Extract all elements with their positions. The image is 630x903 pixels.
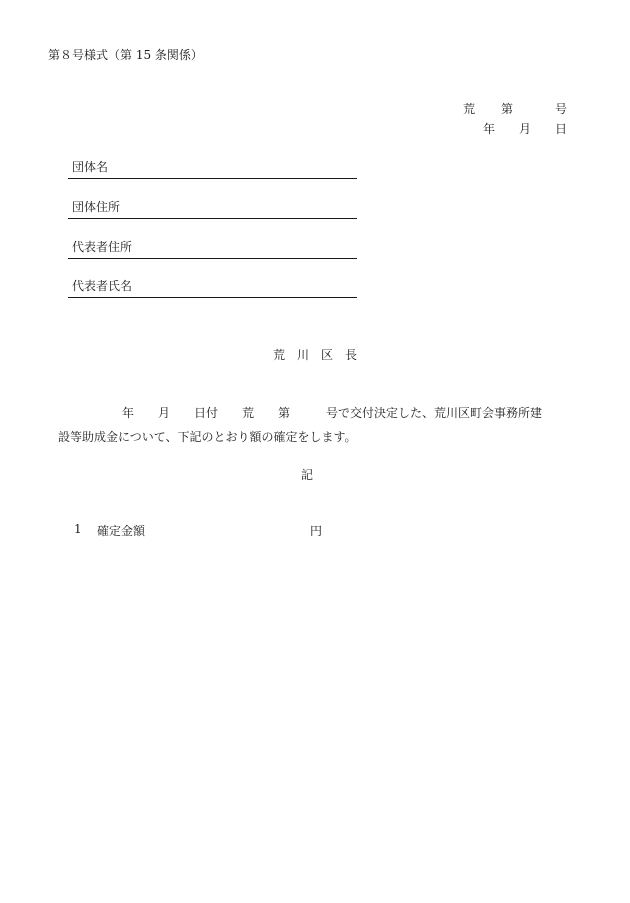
field-label: 代表者氏名	[72, 279, 133, 293]
field-label: 団体名	[72, 160, 109, 174]
body-line-2: 設等助成金について、下記のとおり額の確定をします。	[58, 430, 357, 444]
form-number: 第８号様式（第 15 条関係）	[48, 48, 203, 62]
field-representative-name[interactable]	[68, 273, 357, 298]
field-representative-address[interactable]	[68, 234, 357, 259]
ref-dai: 第	[501, 102, 514, 116]
field-label: 団体住所	[72, 200, 121, 214]
date-month: 月	[519, 122, 532, 136]
ki-heading: 記	[300, 468, 313, 482]
field-label: 代表者住所	[72, 240, 133, 254]
reference-number-line	[463, 100, 567, 117]
item-unit-yen: 円	[310, 524, 323, 538]
ref-go: 号	[554, 102, 567, 116]
item-number: 1	[74, 522, 82, 536]
body-line-1: 年 月 日付 荒 第 号で交付決定した、荒川区町会事務所建	[122, 406, 543, 420]
date-line	[483, 120, 567, 137]
field-organization-name[interactable]	[68, 154, 357, 179]
date-year: 年	[483, 122, 496, 136]
field-organization-address[interactable]	[68, 194, 357, 219]
ref-prefix: 荒	[463, 102, 476, 116]
date-day: 日	[555, 122, 568, 136]
addressee: 荒 川 区 長	[272, 348, 357, 362]
item-label-confirmed-amount: 確定金額	[97, 524, 146, 538]
